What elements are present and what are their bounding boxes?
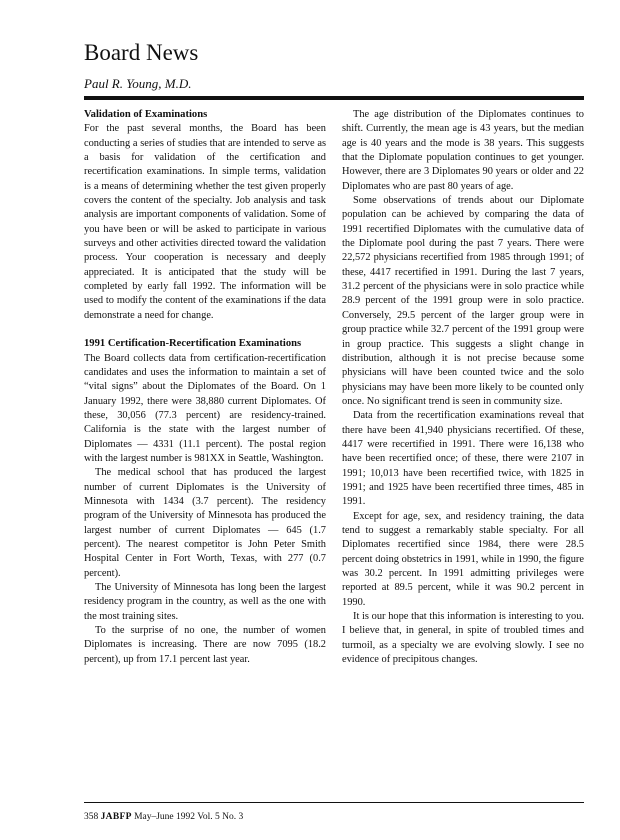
paragraph: The medical school that has produced the largest number of current Diplomates is the University of Minnesota with 1434 (3.7 percent). The residency program of the University of Minnesota has produced the largest number of current Diplomates — 645 (1.7 percent). The nearest competitor is John Peter Smith Hospital Center in Fort Worth, Texas, with 277 (0.7 percent).: [84, 467, 326, 579]
author-byline: Paul R. Young, M.D.: [84, 76, 192, 91]
page-footer: [84, 812, 243, 822]
issue-info: May–June 1992 Vol. 5 No. 3: [134, 812, 244, 822]
paragraph: For the past several months, the Board has been conducting a series of studies that are intended to serve as a basis for validation of the certification and recertification examinations. In simple terms, validation is a means of determining whether the test given properly covers the content of the specialty. Job analysis and task analysis are important components of validation. Some of you have been or will be asked to participate in various surveys and other activities directed toward the validation process. Your cooperation is necessary and deeply appreciated. It is anticipated that the study will be completed by early fall 1992. The information will be used to modify the content of the examinations if the data demonstrate a need for change.: [84, 123, 326, 321]
journal-name: JABFP: [100, 812, 132, 822]
page-number: 358: [84, 812, 99, 822]
section-spacer: [84, 323, 326, 337]
header-rule: [84, 96, 584, 100]
section-heading-examinations: 1991 Certification-Recertification Examinations: [84, 338, 302, 350]
paragraph: The Board collects data from certification-recertification candidates and uses the information to maintain a set of “vital signs” about the Diplomates of the Board. On 1 January 1992, there were 38,880 current Diplomates. Of these, 30,056 (77.3 percent) are residency-trained. California is the state with the largest number of Diplomates — 4331 (11.1 percent). The postal region with the largest number is 981XX in Seattle, Washington.: [84, 352, 326, 464]
footer-rule: [84, 802, 584, 803]
paragraph: It is our hope that this information is interesting to you. I believe that, in general, in spite of troubled times and turmoil, as a specialty we are evolving slowly. I see no evidence of precipitous changes.: [342, 611, 584, 666]
section-heading-validation: Validation of Examinations: [84, 109, 208, 120]
paragraph: Some observations of trends about our Diplomate population can be achieved by comparing the data of 1991 recertified Diplomates with the cumulative data of the Diplomate pool during the past 7 years. There were 22,572 physicians recertified from 1985 through 1991; of these, 4417 recertified in 1991. During the last 7 years, 31.2 percent of the physicians were in solo practice while 28.9 percent of the 1991 group were in solo practice. Conversely, 29.5 percent of the larger group were in group practice while 32.7 percent of the 1991 group were in group practice. This suggests a slight change in distribution, although it is not precise because some physicians will have been counted twice and the solo physicians may have been more likely to be counted only once. No significant trend is seen in community size.: [342, 195, 584, 407]
paragraph: To the surprise of no one, the number of women Diplomates is increasing. There are now 7095 (18.2 percent), up from 17.1 percent last year.: [84, 625, 326, 665]
left-column: [84, 108, 326, 667]
page-title: Board News: [84, 40, 199, 65]
right-column: [342, 108, 584, 667]
paragraph: Except for age, sex, and residency training, the data tend to suggest a remarkably stable specialty. For all Diplomates recertified since 1984, there were 28.5 percent doing obstetrics in 1991, while in 1990, the figure was 30.2 percent. In 1991 admitting privileges were reported at 89.5 percent, while it was 90.2 percent in 1990.: [342, 510, 584, 608]
paragraph: Data from the recertification examinations reveal that there have been 41,940 physicians recertified. Of these, 4417 were recertified in 1991. There were 16,138 who have been recertified once; of these, there were 2107 in 1991; 10,013 have been recertified twice, with 1825 in 1991; and 1925 have been recertified three times, 485 in 1991.: [342, 410, 584, 508]
paragraph: The age distribution of the Diplomates continues to shift. Currently, the mean age is 43 years, but the median age is 40 years and the mode is 38 years. This suggests that the Diplomate population continues to get younger. However, there are 3 Diplomates 90 years or older and 22 Diplomates who are past 80 years of age.: [342, 109, 584, 192]
paragraph: The University of Minnesota has long been the largest residency program in the country, as well as the one with the most training sites.: [84, 582, 326, 622]
